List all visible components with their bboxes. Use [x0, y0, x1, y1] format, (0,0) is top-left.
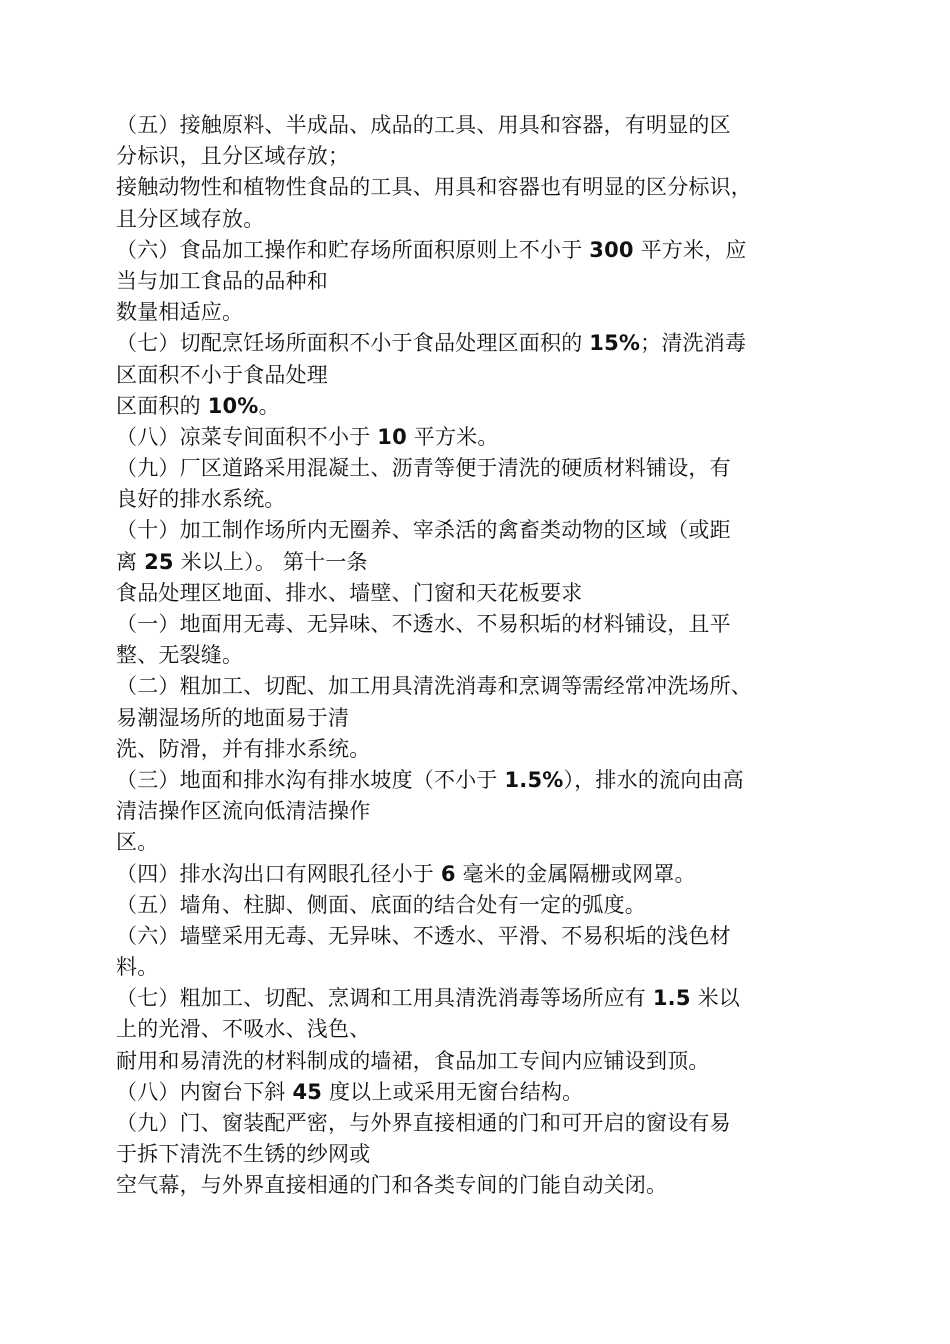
number-emphasis: 1.5% [504, 767, 564, 792]
text-line: 清洁操作区流向低清洁操作 [116, 799, 371, 824]
number-emphasis: 1.5 [652, 986, 691, 1011]
text-line: 离 25 米以上）。 第十一条 [116, 549, 368, 574]
text-line: （三）地面和排水沟有排水坡度（不小于 1.5%），排水的流向由高 [116, 767, 744, 792]
number-emphasis: 10% [207, 393, 259, 418]
text-line: 区面积不小于食品处理 [116, 362, 328, 387]
text-line: 洗、防滑，并有排水系统。 [116, 736, 371, 761]
text-line: （七）切配烹饪场所面积不小于食品处理区面积的 15%；清洗消毒 [116, 331, 747, 356]
text-line: 于拆下清洗不生锈的纱网或 [116, 1142, 371, 1167]
text-line: （十）加工制作场所内无圈养、宰杀活的禽畜类动物的区域（或距 [116, 518, 731, 543]
number-emphasis: 300 [589, 237, 634, 262]
text-line: 且分区域存放。 [116, 206, 265, 231]
text-line: 区面积的 10%。 [116, 393, 280, 418]
text-line: （八）凉菜专间面积不小于 10 平方米。 [116, 424, 499, 449]
text-line: （一）地面用无毒、无异味、不透水、不易积垢的材料铺设，且平 [116, 612, 731, 636]
text-line: 空气幕，与外界直接相通的门和各类专间的门能自动关闭。 [116, 1173, 668, 1198]
text-line: （四）排水沟出口有网眼孔径小于 6 毫米的金属隔栅或网罩。 [116, 861, 696, 886]
text-line: 区。 [116, 830, 159, 855]
text-line: 上的光滑、不吸水、浅色、 [116, 1017, 371, 1042]
text-line: （五）墙角、柱脚、侧面、底面的结合处有一定的弧度。 [116, 892, 646, 917]
number-emphasis: 6 [440, 861, 456, 886]
text-line: 耐用和易清洗的材料制成的墙裙，食品加工专间内应铺设到顶。 [116, 1048, 710, 1073]
text-line: （六）墙壁采用无毒、无异味、不透水、平滑、不易积垢的浅色材 [116, 923, 731, 948]
text-line: （九）门、窗装配严密，与外界直接相通的门和可开启的窗设有易 [116, 1111, 731, 1135]
text-line: （七）粗加工、切配、烹调和工用具清洗消毒等场所应有 1.5 米以 [116, 986, 740, 1011]
text-line: （五）接触原料、半成品、成品的工具、用具和容器，有明显的区 [116, 113, 731, 137]
number-emphasis: 45 [292, 1079, 323, 1104]
text-line: 易潮湿场所的地面易于清 [116, 705, 350, 730]
text-line: （八）内窗台下斜 45 度以上或采用无窗台结构。 [116, 1079, 584, 1104]
number-emphasis: 15% [589, 331, 641, 356]
number-emphasis: 25 [144, 549, 174, 574]
text-line: （二）粗加工、切配、加工用具清洗消毒和烹调等需经常冲洗场所、 [116, 674, 752, 699]
text-line: （九）厂区道路采用混凝土、沥青等便于清洗的硬质材料铺设，有 [116, 456, 731, 481]
text-line: 食品处理区地面、排水、墙壁、门窗和天花板要求 [116, 580, 583, 605]
text-line: 料。 [116, 955, 159, 980]
number-emphasis: 10 [377, 424, 407, 449]
text-line: （六）食品加工操作和贮存场所面积原则上不小于 300 平方米，应 [116, 237, 747, 262]
text-line: 接触动物性和植物性食品的工具、用具和容器也有明显的区分标识， [116, 175, 752, 200]
text-line: 分标识，且分区域存放； [116, 144, 350, 169]
document-body [116, 110, 846, 1202]
text-line: 良好的排水系统。 [116, 487, 286, 512]
text-line: 整、无裂缝。 [116, 643, 244, 668]
text-line: 数量相适应。 [116, 300, 244, 325]
text-line: 当与加工食品的品种和 [116, 268, 328, 293]
